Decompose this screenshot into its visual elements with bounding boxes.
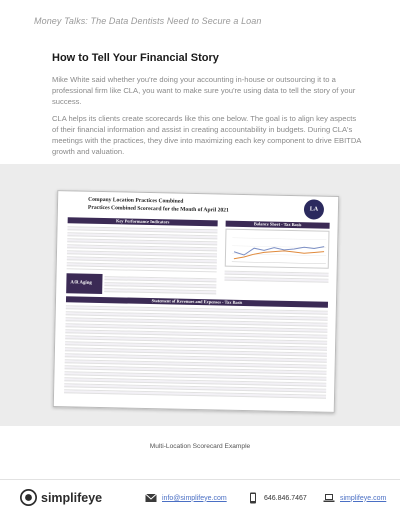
brand-logo[interactable] <box>20 489 102 506</box>
phone-icon <box>247 492 259 504</box>
simplifeye-logo-icon <box>20 489 37 506</box>
balance-chart <box>225 229 330 269</box>
email-text: info@simplifeye.com <box>162 494 227 502</box>
paragraph-2: CLA helps its clients create scorecards like this one below. The goal is to align key aspects of their financial information and assist in creating accountability in budgets. During CLA's meetings with the practices, they dive into maximizing each key component to drive EBITDA growth and valuation. <box>52 114 361 156</box>
scorecard-image <box>53 190 339 413</box>
website-link[interactable] <box>323 492 386 504</box>
statement-table <box>64 303 328 398</box>
brand-name: simplifeye <box>41 490 103 505</box>
balance-sheet-header: Balance Sheet - Tax Basis <box>226 221 330 229</box>
ar-aging-table <box>104 274 216 294</box>
kpi-header: Key Performance Indicators <box>68 217 218 226</box>
laptop-icon <box>323 492 335 504</box>
footer-divider <box>0 479 400 480</box>
kpi-table <box>67 224 218 272</box>
scorecard-logo: LA <box>304 199 324 219</box>
phone-text: 646.846.7467 <box>264 494 307 502</box>
statement-header: Statement of Revenues and Expenses - Tax Basis <box>66 296 328 307</box>
email-link[interactable] <box>145 492 227 504</box>
figure-caption: Multi-Location Scorecard Example <box>149 443 251 450</box>
page-subtitle: Money Talks: The Data Dentists Need to Secure a Loan <box>34 16 262 26</box>
phone-link[interactable] <box>247 492 307 504</box>
envelope-icon <box>145 492 157 504</box>
paragraph-1: Mike White said whether you're doing your accounting in-house or outsourcing it to a professional firm like CLA, you want to make sure you're using data to tell the story of your success. <box>52 75 356 106</box>
ar-aging-label: A/R Aging <box>66 273 102 294</box>
scorecard-title: Practices Combined Scorecard for the Month of April 2021 <box>87 204 229 214</box>
scorecard-company-line: Company Location Practices Combined <box>88 196 184 205</box>
balance-chart-svg <box>226 230 331 270</box>
balance-table <box>224 269 328 283</box>
article-heading: How to Tell Your Financial Story <box>52 52 219 64</box>
website-text: simplifeye.com <box>340 494 387 502</box>
